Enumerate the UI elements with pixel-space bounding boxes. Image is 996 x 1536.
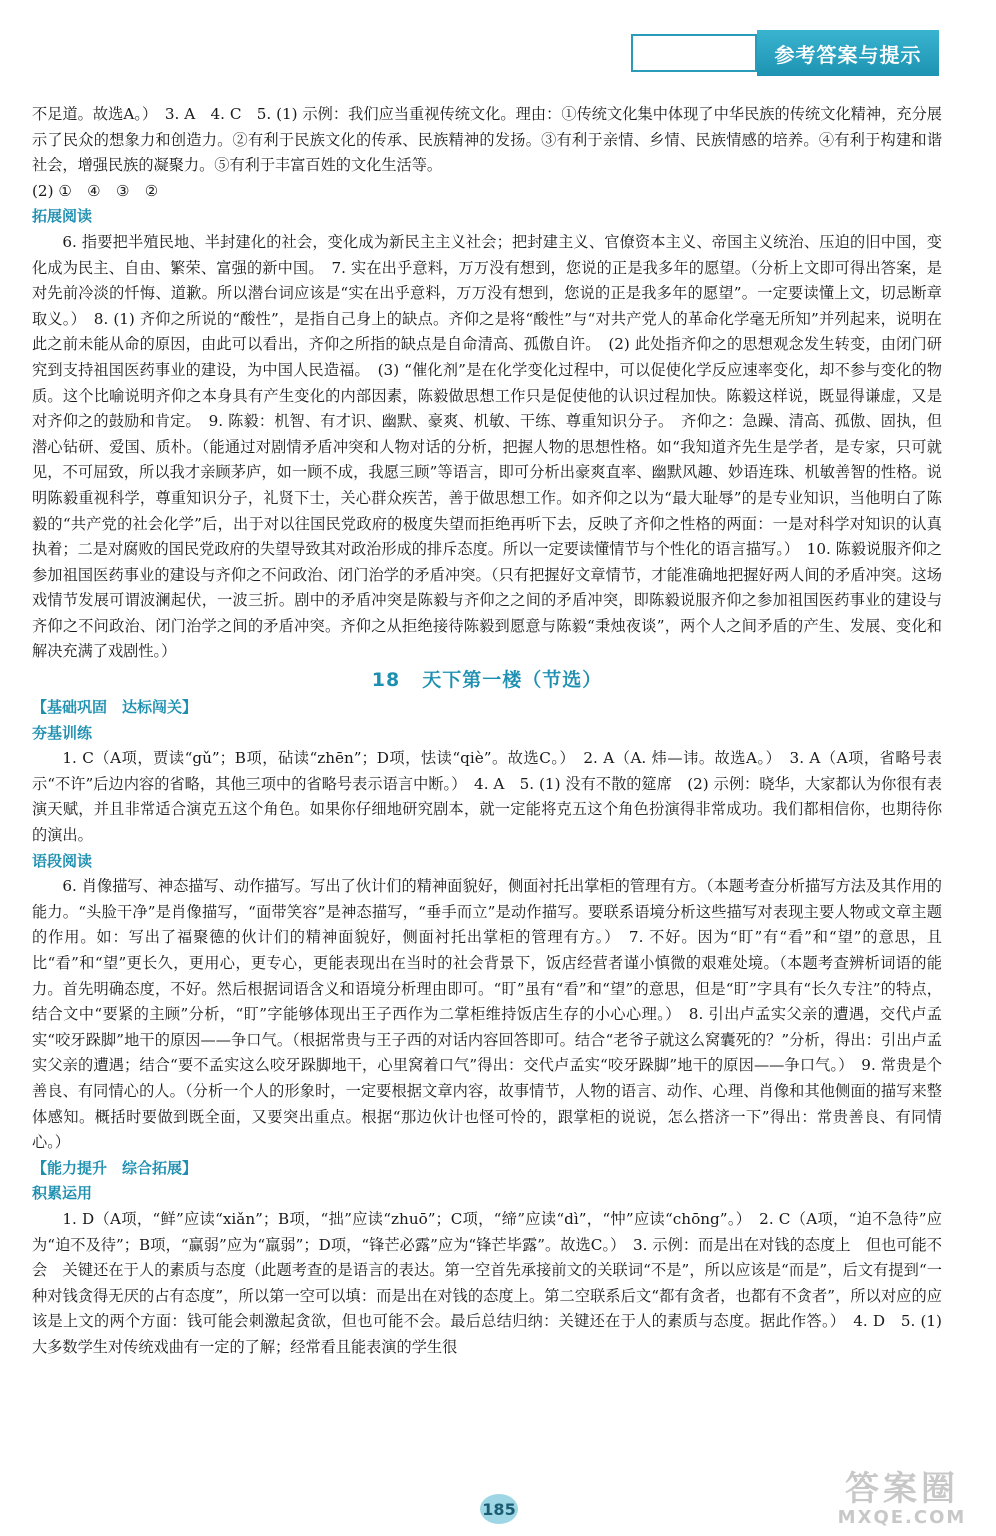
header-blank-box bbox=[631, 34, 757, 72]
answer-content bbox=[32, 102, 942, 1361]
watermark-logo bbox=[818, 1470, 986, 1532]
chapter-title: 天下第一楼（节选） bbox=[422, 669, 603, 692]
section-jilei: 积累运用 bbox=[32, 1184, 93, 1203]
tuozhan-answers: 6. 指要把半殖民地、半封建化的社会，变化成为新民主主义社会；把封建主义、官僚资本主义、帝国主义统治、压迫的旧中国，变化成为民主、自由、繁荣、富强的新中国。 7. 实在出乎意料，万万没有想到，您说的正是我多年的愿望。（分析上文即可得出答案，是对先前冷淡的忏悔、道歉。所以潜台词应该是“实在出乎意料，万万没有想到，您说的正是我多年的愿望”。一定要读懂上文，切忌断章取义。） 8. (1) 齐仰之所说的“酸性”，是指自己身上的缺点。齐仰之是将“酸性”与“对共产党人的革命化学毫无所知”并列起来，说明在此之前未能从命的原因，由此可以看出，齐仰之所指的缺点是自命清高、孤傲自许。 (2) 此处指齐仰之的思想观念发生转变，由闭门研究到支持祖国医药事业的建设，为中国人民造福。 (3) “催化剂”是在化学变化过程中，可以促使化学反应速率变化，却不参与变化的物质。这个比喻说明齐仰之本身具有产生变化的内部因素，陈毅做思想工作只是促使他的认识过程加快。陈毅这样说，既显得谦虚，又是对齐仰之的鼓励和肯定。 9. 陈毅：机智、有才识、幽默、豪爽、机敏、干练、尊重知识分子。 齐仰之：急躁、清高、孤傲、固执，但潜心钻研、爱国、质朴。（能通过对剧情矛盾冲突和人物对话的分析，把握人物的思想性格。如“我知道齐先生是学者，是专家，只可就见，不可屈致，所以我才亲顾茅庐，如一顾不成，我愿三顾”等语言，即可分析出豪爽直率、幽默风趣、妙语连珠、机敏善智的性格。说明陈毅重视科学，尊重知识分子，礼贤下士，关心群众疾苦，善于做思想工作。如齐仰之以为“最大耻辱”的是专业知识，当他明白了陈毅的“共产党的社会化学”后，出于对以往国民党政府的极度失望而拒绝再听下去，反映了齐仰之性格的两面：一是对科学对知识的认真执着；二是对腐败的国民党政府的失望导致其对政治形成的排斥态度。所以一定要读懂情节与个性化的语言描写。） 10. 陈毅说服齐仰之参加祖国医药事业的建设与齐仰之不问政治、闭门治学的矛盾冲突。（只有把握好文章情节，才能准确地把握好两人间的矛盾冲突。这场戏情节发展可谓波澜起伏，一波三折。剧中的矛盾冲突是陈毅与齐仰之之间的矛盾冲突，即陈毅说服齐仰之参加祖国医药事业的建设与齐仰之不问政治、闭门治学之间的矛盾冲突。齐仰之从拒绝接待陈毅到愿意与陈毅“秉烛夜谈”，两个人之间矛盾的产生、发展、变化和解决充满了戏剧性。） bbox=[32, 232, 942, 661]
yuduan-answers: 6. 肖像描写、神态描写、动作描写。写出了伙计们的精神面貌好，侧面衬托出掌柜的管理有方。（本题考查分析描写方法及其作用的能力。“头脸干净”是肖像描写，“面带笑容”是神态描写，“垂手而立”是动作描写。要联系语境分析这些描写对表现主要人物或文章主题的作用。如：写出了福聚德的伙计们的精神面貌好，侧面衬托出掌柜的管理有方。） 7. 不好。因为“盯”有“看”和“望”的意思，且比“看”和“望”更长久，更用心，更专心，更能表现出在当时的社会背景下，饭店经营者谨小慎微的艰难处境。（本题考查辨析词语的能力。首先明确态度，不好。然后根据词语含义和语境分析理由即可。“盯”虽有“看”和“望”的意思，但是“盯”字具有“长久专注”的特点，结合文中“要紧的主顾”分析，“盯”字能够体现出王子西作为二掌柜维持饭店生存的小心心理。） 8. 引出卢孟实父亲的遭遇，交代卢孟实“咬牙跺脚”地干的原因——争口气。（根据常贵与王子西的对话内容回答即可。结合“老爷子就这么窝囊死的？”分析，得出：引出卢孟实父亲的遭遇；结合“要不孟实这么咬牙跺脚地干，心里窝着口气”得出：交代卢孟实“咬牙跺脚”地干的原因——争口气。） 9. 常贵是个善良、有同情心的人。（分析一个人的形象时，一定要根据文章内容，故事情节，人物的语言、动作、心理、肖像和其他侧面的描写来整体感知。概括时要做到既全面，又要突出重点。根据“那边伙计也怪可怜的，跟掌柜的说说，怎么搭济一下”得出：常贵善良、有同情心。） bbox=[32, 877, 942, 1152]
duoji-answers: 1. C（A项，贾读“gǔ”；B项，砧读“zhēn”；D项，怯读“qiè”。故选C。） 2. A（A. 炜—讳。故选A。） 3. A（A项，省略号表示“不许”后边内容的省略，其他三项中的省略号表示语言中断。） 4. A 5. (1) 没有不散的筵席 (2) 示例：晓华，大家都认为你很有表演天赋，并且非常适合演克五这个角色。如果你仔细地研究剧本，就一定能将克五这个角色扮演得非常成功。我们都相信你，也期待你的演出。 bbox=[32, 749, 942, 845]
section-duoji: 夯基训练 bbox=[32, 723, 93, 742]
page-number: 185 bbox=[480, 1494, 518, 1524]
answer-order-line: (2) ① ④ ③ ② bbox=[32, 181, 159, 200]
watermark-sub: MXQE.COM bbox=[837, 1507, 967, 1528]
header-title: 参考答案与提示 bbox=[757, 30, 939, 76]
watermark-main: 答案圈 bbox=[845, 1469, 959, 1509]
jilei-answers: 1. D（A项，“鲜”应读“xiǎn”；B项，“拙”应读“zhuō”；C项，“缔”应读“dì”，“忡”应读“chōng”。） 2. C（A项，“迫不急待”应为“迫不及待”；B项，“赢弱”应为“羸弱”；D项，“锋芒必露”应为“锋芒毕露”。故选C。） 3. 示例：而是出在对钱的态度上 但也可能不会 关键还在于人的素质与态度（此题考查的是语言的表达。第一空首先承接前文的关联词“不是”，所以应该是“而是”，后文有提到“一种对钱贪得无厌的占有态度”，所以第一空可以填：而是出在对钱的态度上。第二空联系后文“都有贪者，也都有不贪者”，所以对应的应该是上文的两个方面：钱可能会刺激起贪欲，但也可能不会。最后总结归纳：关键还在于人的素质与态度。据此作答。） 4. D 5. (1) 大多数学生对传统戏曲有一定的了解；经常看且能表演的学生很 bbox=[32, 1209, 942, 1356]
section-jichu: 【基础巩固 达标闯关】 bbox=[32, 698, 198, 717]
answer-paragraph-top: 不足道。故选A。） 3. A 4. C 5. (1) 示例：我们应当重视传统文化。理由：①传统文化集中体现了中华民族的传统文化精神，充分展示了民众的想象力和创造力。②有利于民族文化的传承、民族精神的发扬。③有利于亲情、乡情、民族情感的培养。④有利于构建和谐社会，增强民族的凝聚力。⑤有利于丰富百姓的文化生活等。 bbox=[32, 105, 942, 175]
section-nengli: 【能力提升 综合拓展】 bbox=[32, 1158, 198, 1177]
section-yuduan: 语段阅读 bbox=[32, 851, 93, 870]
section-tuozhan: 拓展阅读 bbox=[32, 207, 93, 226]
chapter-number: 18 bbox=[371, 669, 401, 692]
chapter-heading bbox=[32, 665, 942, 695]
